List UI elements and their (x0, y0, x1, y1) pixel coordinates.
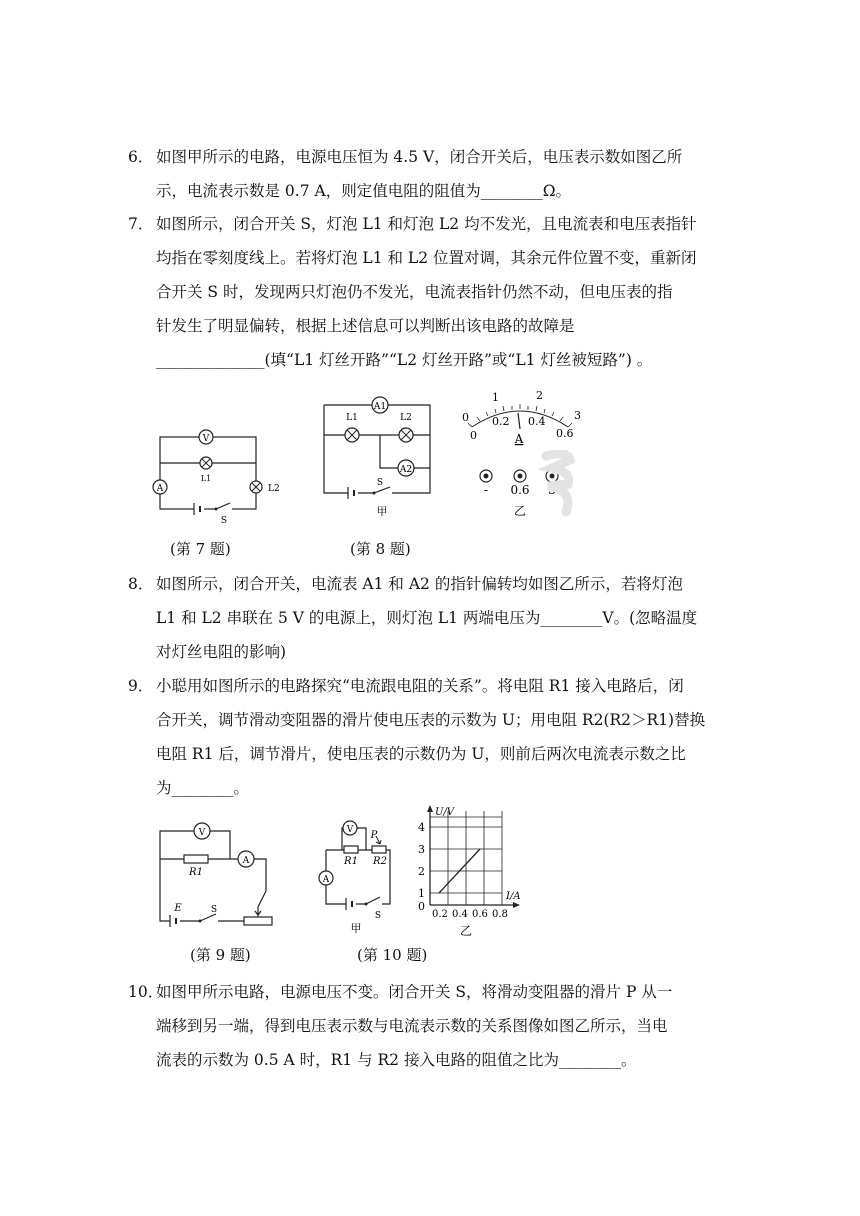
svg-text:V: V (198, 828, 206, 838)
question-text: 电阻 R1 后，调节滑片，使电压表的示数仍为 U，则前后两次电流表示数之比 (156, 745, 686, 763)
svg-text:V: V (346, 825, 354, 835)
watermark-icon (538, 450, 582, 520)
question-text: L1 和 L2 串联在 5 V 的电源上，则灯泡 L1 两端电压为________V。(忽略温度 (156, 609, 698, 627)
svg-text:0.6: 0.6 (472, 909, 488, 920)
figure-9-circuit (148, 815, 283, 935)
figure-10-graph (410, 803, 535, 938)
switch-icon (365, 897, 383, 921)
svg-text:-: - (483, 483, 489, 497)
question-6 (128, 140, 740, 208)
svg-text:S: S (374, 911, 382, 921)
svg-text:R1: R1 (344, 856, 358, 867)
battery-icon (346, 898, 356, 910)
svg-text:A: A (242, 856, 250, 866)
svg-text:S: S (376, 478, 384, 488)
svg-text:A2: A2 (399, 465, 413, 475)
question-text: 合开关，调节滑动变阻器的滑片使电压表的示数为 U；用电阻 R2(R2＞R1)替换 (156, 711, 706, 729)
svg-text:0.8: 0.8 (492, 909, 508, 920)
question-8 (128, 567, 740, 669)
figure-10-circuit (318, 818, 413, 938)
ammeter-a2-icon (398, 460, 414, 476)
svg-text:I/A: I/A (506, 891, 521, 902)
svg-text:4: 4 (418, 821, 425, 834)
question-number: 9． (128, 677, 154, 695)
question-text: 针发生了明显偏转，根据上述信息可以判断出该电路的故障是 (156, 317, 575, 335)
svg-text:A: A (514, 432, 524, 446)
question-number: 10． (128, 983, 164, 1001)
ammeter-a1-icon (372, 397, 388, 413)
svg-text:L2: L2 (268, 484, 280, 494)
lamp-l2-icon (250, 481, 280, 494)
question-text: 如图甲所示电路，电源电压不变。闭合开关 S，将滑动变阻器的滑片 P 从一 (156, 983, 673, 1001)
svg-text:S: S (220, 516, 228, 525)
svg-text:2: 2 (418, 865, 425, 878)
svg-text:3: 3 (574, 409, 581, 422)
question-text: 端移到另一端，得到电压表示数与电流表示数的关系图像如图乙所示，当电 (156, 1017, 668, 1035)
battery-icon (194, 503, 204, 515)
rheostat-r2-icon (370, 830, 387, 867)
caption-fig7: (第 7 题) (170, 540, 231, 558)
figure-8-circuit (320, 393, 445, 523)
caption-fig10: (第 10 题) (357, 946, 428, 964)
question-text: 对灯丝电阻的影响) (156, 643, 287, 661)
lamp-l1-icon (200, 457, 212, 483)
svg-text:R1: R1 (189, 867, 203, 878)
battery-icon (170, 903, 182, 927)
question-text: 如图甲所示的电路，电源电压恒为 4.5 V，闭合开关后，电压表示数如图乙所 (156, 148, 683, 166)
meter-needle (518, 413, 520, 429)
battery-icon (348, 487, 358, 499)
svg-text:A1: A1 (373, 402, 387, 412)
label-yi: 乙 (513, 504, 527, 518)
svg-text:0.4: 0.4 (528, 415, 546, 428)
resistor-r1-icon (343, 846, 358, 867)
svg-text:A: A (322, 875, 330, 885)
question-9 (128, 669, 740, 805)
voltmeter-icon (199, 430, 213, 444)
svg-text:0.4: 0.4 (452, 909, 468, 920)
svg-text:0.2: 0.2 (432, 909, 448, 920)
resistor-r1-icon (184, 855, 208, 878)
question-text: 小聪用如图所示的电路探究“电流跟电阻的关系”。将电阻 R1 接入电路后，闭 (156, 677, 684, 695)
ammeter-icon (238, 851, 254, 867)
question-text: 流表的示数为 0.5 A 时，R1 与 R2 接入电路的阻值之比为________。 (156, 1051, 637, 1069)
question-text: 如图所示，闭合开关 S，灯泡 L1 和灯泡 L2 均不发光，且电流表和电压表指针 (156, 215, 697, 233)
question-number: 8． (128, 575, 154, 593)
svg-text:0.6: 0.6 (556, 427, 574, 440)
svg-text:A: A (156, 484, 164, 494)
lamp-l2-icon (399, 413, 413, 442)
question-7 (128, 207, 740, 377)
svg-text:0.2: 0.2 (492, 415, 510, 428)
caption-fig9: (第 9 题) (190, 946, 251, 964)
ammeter-icon (153, 480, 167, 494)
svg-text:P: P (370, 830, 378, 841)
label-jia: 甲 (376, 505, 388, 518)
svg-text:2: 2 (536, 389, 543, 402)
question-text: 如图所示，闭合开关，电流表 A1 和 A2 的指针偏转均如图乙所示，若将灯泡 (156, 575, 683, 593)
svg-text:R2: R2 (373, 856, 387, 867)
question-10 (128, 975, 740, 1077)
svg-text:S: S (210, 905, 218, 915)
switch-icon (373, 478, 393, 497)
caption-fig8: (第 8 题) (350, 540, 411, 558)
svg-text:3: 3 (418, 843, 425, 856)
figure-7-circuit (150, 425, 280, 525)
question-text: 示，电流表示数是 0.7 A，则定值电阻的阻值为________Ω。 (156, 182, 572, 200)
rheostat-icon (244, 907, 272, 925)
switch-icon (215, 503, 233, 525)
question-number: 7． (128, 215, 154, 233)
svg-text:1: 1 (492, 391, 499, 404)
question-text: ______________(填“L1 灯丝开路”“L2 灯丝开路”或“L1 灯丝被短路”) 。 (156, 351, 653, 369)
label-jia: 甲 (350, 922, 362, 935)
question-text: 均指在零刻度线上。若将灯泡 L1 和 L2 位置对调，其余元件位置不变，重新闭 (156, 249, 697, 267)
lamp-l1-icon (345, 413, 359, 442)
voltmeter-icon (343, 821, 357, 835)
svg-text:V: V (202, 434, 210, 444)
svg-text:0: 0 (418, 900, 425, 913)
svg-text:0: 0 (462, 411, 469, 424)
svg-text:1: 1 (418, 887, 425, 900)
svg-text:E: E (174, 903, 182, 914)
ammeter-icon (319, 871, 333, 885)
voltmeter-icon (194, 823, 210, 839)
svg-text:0: 0 (470, 429, 477, 442)
question-text: 为________。 (156, 779, 250, 797)
svg-text:3: 3 (548, 483, 556, 497)
switch-icon (199, 905, 219, 925)
label-yi: 乙 (459, 924, 473, 938)
svg-text:L1: L1 (200, 474, 212, 483)
svg-text:L2: L2 (400, 413, 412, 423)
svg-text:U/V: U/V (435, 807, 455, 818)
question-text: 合开关 S 时，发现两只灯泡仍不发光，电流表指针仍然不动，但电压表的指 (156, 283, 673, 301)
svg-text:L1: L1 (346, 413, 358, 423)
svg-text:0.6: 0.6 (510, 483, 530, 497)
question-number: 6． (128, 148, 154, 166)
